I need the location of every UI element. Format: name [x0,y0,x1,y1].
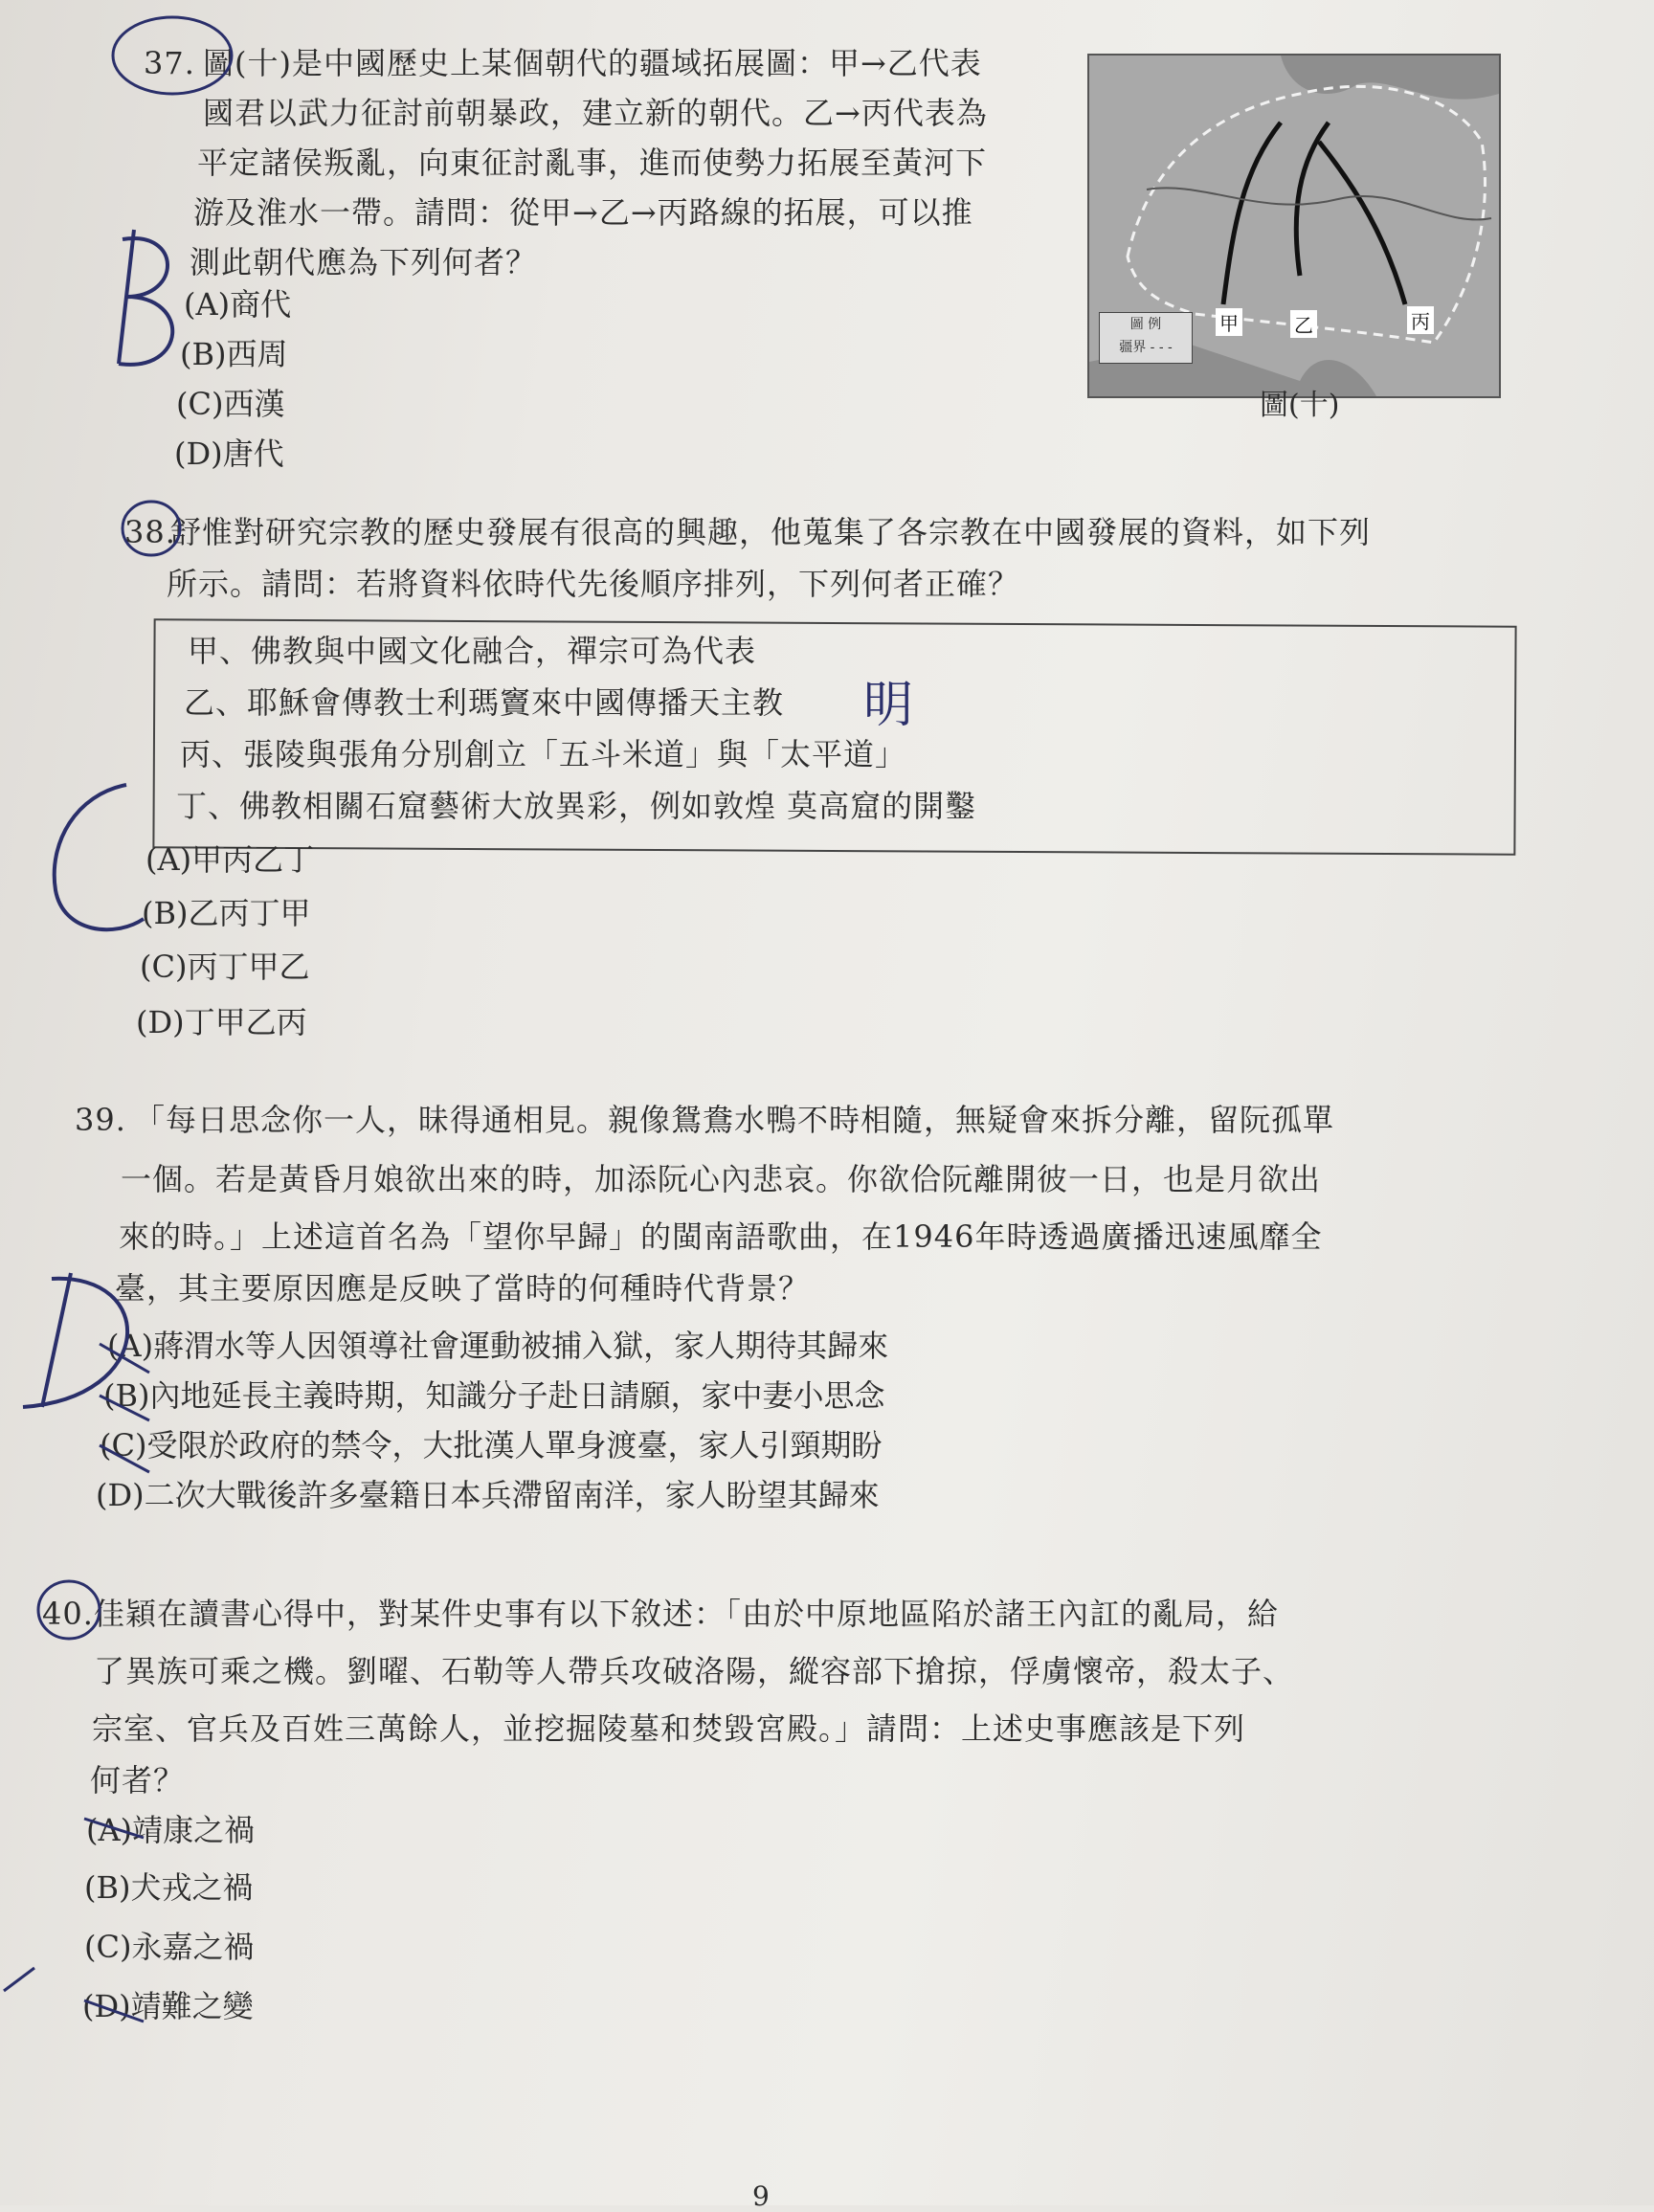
q37-option-c[interactable]: (C)西漢 [176,386,285,422]
territory-map [1087,54,1501,398]
figure-caption: 圖(十) [1260,389,1340,422]
map-label-jia: 甲 [1216,308,1242,336]
q40-option-b[interactable]: (B)犬戎之禍 [84,1869,254,1906]
q40-number: 40. [42,1596,94,1632]
page-number: 9 [752,2180,770,2212]
q40-line-3: 宗室、官兵及百姓三萬餘人，並挖掘陵墓和焚毀宮殿。」請問：上述史事應該是下列 [92,1710,1246,1747]
q37-line-3: 平定諸侯叛亂，向東征討亂事，進而使勢力拓展至黃河下 [197,145,988,181]
legend-title: 圖 例 [1129,317,1162,332]
q38-circle-mark [113,486,190,563]
q38-item-yi: 乙、耶穌會傳教士利瑪竇來中國傳播天主教 [184,684,785,721]
map-label-yi: 乙 [1290,310,1317,338]
q40-option-a[interactable]: (A)靖康之禍 [86,1812,256,1848]
q40-option-d[interactable]: (D)靖難之變 [82,1988,254,2024]
q37-answer-mark [105,220,191,383]
q38-answer-mark [38,775,153,948]
q40-strike-marks [0,1799,153,2048]
q38-option-a[interactable]: (A)甲丙乙丁 [145,841,315,878]
q37-line-1: 圖(十)是中國歷史上某個朝代的疆域拓展圖：甲→乙代表 [203,45,982,81]
q39-option-b[interactable]: (B)內地延長主義時期，知識分子赴日請願，家中妻小思念 [103,1377,885,1414]
q39-line-2: 一個。若是黃昏月娘欲出來的時，加添阮心內悲哀。你欲佮阮離開彼一日，也是月欲出 [121,1161,1322,1197]
q37-option-a[interactable]: (A)商代 [184,286,292,323]
q37-option-d[interactable]: (D)唐代 [174,436,284,472]
q38-number: 38. [124,514,176,550]
q39-number: 39. [75,1102,126,1138]
q40-line-1: 佳穎在讀書心得中，對某件史事有以下敘述：「由於中原地區陷於諸王內訌的亂局，給 [94,1596,1280,1632]
q37-option-b[interactable]: (B)西周 [180,336,288,372]
q38-handwritten-note: 明 [863,677,914,734]
q39-option-d[interactable]: (D)二次大戰後許多臺籍日本兵滯留南洋，家人盼望其歸來 [96,1477,880,1513]
q38-item-jia: 甲、佛教與中國文化融合，禪宗可為代表 [188,633,757,669]
q39-line-4: 臺，其主要原因應是反映了當時的何種時代背景？ [115,1270,811,1307]
q37-number: 37. [144,45,195,81]
q40-line-2: 了異族可乘之機。劉曜、石勒等人帶兵攻破洛陽，縱容部下搶掠，俘虜懷帝，殺太子、 [94,1653,1295,1689]
map-legend [1099,312,1193,364]
q38-option-b[interactable]: (B)乙丙丁甲 [142,895,311,931]
q38-option-c[interactable]: (C)丙丁甲乙 [140,949,310,985]
q39-option-c[interactable]: (C)受限於政府的禁令，大批漢人單身渡臺，家人引頸期盼 [100,1427,883,1463]
q40-circle-mark [29,1570,105,1646]
q37-line-5: 測此朝代應為下列何者？ [190,244,538,280]
q39-option-a[interactable]: (A)蔣渭水等人因領導社會運動被捕入獄，家人期待其歸來 [107,1328,889,1364]
q38-line-1: 舒惟對研究宗教的歷史發展有很高的興趣，他蒐集了各宗教在中國發展的資料，如下列 [170,514,1372,550]
q38-item-bing: 丙、張陵與張角分別創立「五斗米道」與「太平道」 [180,736,907,772]
q38-item-ding: 丁、佛教相關石窟藝術大放異彩，例如敦煌 莫高窟的開鑿 [176,788,977,824]
q40-option-c[interactable]: (C)永嘉之禍 [84,1929,255,1965]
q38-line-2: 所示。請問：若將資料依時代先後順序排列，下列何者正確？ [167,566,1020,602]
legend-boundary: 疆界 - - - [1119,340,1173,355]
q38-option-d[interactable]: (D)丁甲乙丙 [136,1004,307,1040]
q37-circle-mark [96,10,249,115]
q37-line-2: 國君以武力征討前朝暴政，建立新的朝代。乙→丙代表為 [203,95,988,131]
q40-line-4: 何者？ [90,1762,186,1799]
q39-line-1: 「每日思念你一人，昧得通相見。親像鴛鴦水鴨不時相隨，無疑會來拆分離，留阮孤單 [134,1102,1335,1138]
q39-line-3: 來的時。」上述這首名為「望你早歸」的閩南語歌曲，在1946年時透過廣播迅速風靡全 [119,1218,1323,1255]
q37-line-4: 游及淮水一帶。請問：從甲→乙→丙路線的拓展，可以推 [193,194,973,231]
map-label-bing: 丙 [1407,306,1434,334]
q39-strike-marks [92,1315,159,1487]
